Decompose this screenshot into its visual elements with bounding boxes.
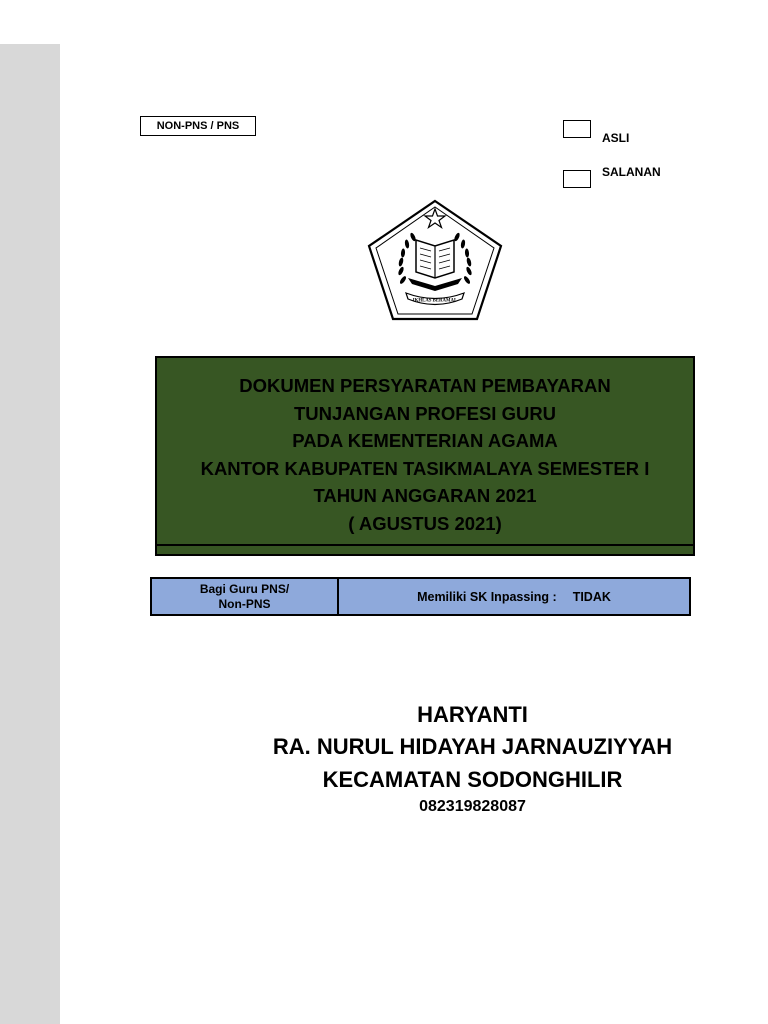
- title-line: ( AGUSTUS 2021): [348, 512, 502, 534]
- info-cell-inpassing: [339, 579, 689, 614]
- person-details: [200, 700, 745, 818]
- status-box: [140, 116, 256, 136]
- inpassing-value: TIDAK: [572, 589, 611, 604]
- school-name: RA. NURUL HIDAYAH JARNAUZIYYAH: [272, 734, 673, 759]
- inpassing-label: Memiliki SK Inpassing :: [417, 589, 557, 604]
- title-line: TUNJANGAN PROFESI GURU: [293, 402, 557, 424]
- checkbox-asli-label: ASLI: [602, 131, 630, 145]
- phone-number: 082319828087: [419, 798, 526, 815]
- title-line: TAHUN ANGGARAN 2021: [313, 485, 537, 506]
- title-line: KANTOR KABUPATEN TASIKMALAYA SEMESTER I: [200, 457, 650, 479]
- teacher-type-line1: Bagi Guru PNS/: [199, 581, 290, 596]
- checkbox-salanan[interactable]: [563, 170, 591, 188]
- title-box-divider: [157, 544, 693, 546]
- info-cell-teacher-type: [152, 579, 339, 614]
- info-table: [150, 577, 691, 616]
- title-line: PADA KEMENTERIAN AGAMA: [292, 430, 558, 451]
- emblem-motto: IKHLAS BERAMAL: [412, 298, 458, 304]
- checkbox-asli[interactable]: [563, 120, 591, 138]
- document-title-box: [155, 356, 695, 556]
- page-left-margin: [0, 44, 60, 1024]
- person-name: HARYANTI: [417, 702, 528, 727]
- status-box-label: NON-PNS / PNS: [156, 120, 240, 132]
- kemenag-emblem-icon: [366, 198, 504, 322]
- district-name: KECAMATAN SODONGHILIR: [322, 767, 623, 792]
- title-line: DOKUMEN PERSYARATAN PEMBAYARAN: [239, 375, 611, 396]
- page-top-margin: [0, 0, 768, 44]
- teacher-type-line2: Non-PNS: [218, 596, 271, 611]
- checkbox-salanan-label: SALANAN: [602, 165, 661, 179]
- document-title: [157, 372, 693, 537]
